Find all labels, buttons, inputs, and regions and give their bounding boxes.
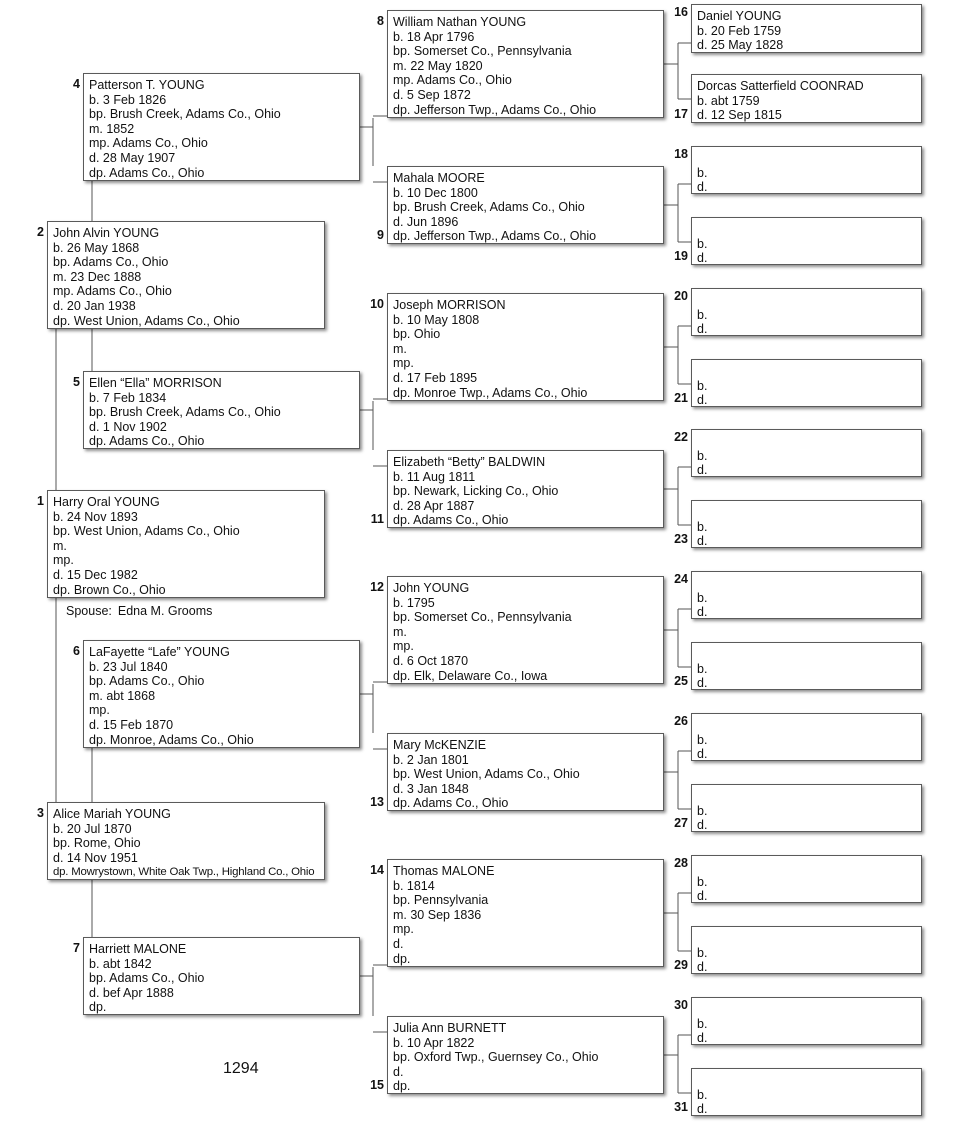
person-name	[697, 434, 917, 449]
person-box-12	[387, 576, 664, 684]
person-detail: m. 22 May 1820	[393, 58, 483, 73]
person-box-26	[691, 713, 922, 761]
person-detail: b.	[697, 378, 708, 393]
ahnentafel-number: 29	[674, 958, 688, 972]
person-detail: d.	[697, 605, 708, 620]
person-name: Julia Ann BURNETT	[393, 1021, 507, 1035]
person-detail: b. 10 May 1808	[393, 312, 480, 327]
person-name: Elizabeth “Betty” BALDWIN	[393, 455, 546, 469]
person-box-20	[691, 288, 922, 336]
spouse-note	[66, 604, 212, 618]
ahnentafel-number: 3	[37, 806, 44, 820]
person-name: John Alvin YOUNG	[53, 226, 160, 240]
person-detail: d.	[393, 1064, 404, 1079]
ahnentafel-number: 1	[37, 494, 44, 508]
person-detail: b. abt 1759	[697, 93, 760, 108]
person-detail: b. 3 Feb 1826	[89, 92, 167, 107]
person-name: Harry Oral YOUNG	[53, 495, 160, 509]
ahnentafel-number: 17	[674, 107, 688, 121]
person-detail: d.	[697, 818, 708, 833]
person-name: Harriett MALONE	[89, 942, 187, 956]
person-detail: bp. Brush Creek, Adams Co., Ohio	[89, 107, 281, 122]
person-detail: b. 2 Jan 1801	[393, 752, 469, 767]
person-name: Patterson T. YOUNG	[89, 78, 205, 92]
person-detail: m.	[393, 341, 407, 356]
person-detail: d. 6 Oct 1870	[393, 653, 469, 668]
person-detail: d.	[697, 180, 708, 195]
person-detail: mp.	[53, 553, 74, 568]
person-detail: bp. Adams Co., Ohio	[53, 255, 169, 270]
person-name: John YOUNG	[393, 581, 470, 595]
person-detail: d. 25 May 1828	[697, 38, 784, 53]
person-detail: mp.	[393, 639, 414, 654]
person-detail: bp. Brush Creek, Adams Co., Ohio	[393, 200, 585, 215]
person-detail: d.	[697, 251, 708, 266]
person-detail: b. 10 Apr 1822	[393, 1035, 475, 1050]
person-detail: d.	[697, 463, 708, 478]
ahnentafel-number: 31	[674, 1100, 688, 1114]
person-box-30	[691, 997, 922, 1045]
person-box-25	[691, 642, 922, 690]
ahnentafel-number: 24	[674, 572, 688, 586]
person-detail: d. 28 May 1907	[89, 150, 176, 165]
ahnentafel-number: 28	[674, 856, 688, 870]
ahnentafel-number: 19	[674, 249, 688, 263]
ahnentafel-number: 11	[370, 512, 384, 526]
person-detail: mp. Adams Co., Ohio	[89, 136, 208, 151]
ahnentafel-number: 30	[674, 998, 688, 1012]
person-box-1	[47, 490, 325, 598]
person-detail: bp. Somerset Co., Pennsylvania	[393, 610, 572, 625]
person-name	[697, 364, 917, 379]
ahnentafel-number: 22	[674, 430, 688, 444]
person-detail: b. 11 Aug 1811	[393, 469, 476, 484]
person-detail: mp. Adams Co., Ohio	[53, 284, 172, 299]
spouse-name: Edna M. Grooms	[117, 604, 213, 618]
person-detail: d. 20 Jan 1938	[53, 298, 136, 313]
person-detail: b.	[697, 519, 708, 534]
person-detail: m.	[53, 538, 67, 553]
person-detail: b.	[697, 590, 708, 605]
person-detail: d. 15 Dec 1982	[53, 567, 138, 582]
spouse-label: Spouse:	[66, 604, 112, 618]
ahnentafel-number: 23	[674, 532, 688, 546]
person-detail: dp.	[393, 951, 411, 966]
person-box-4	[83, 73, 360, 181]
person-detail: d. 3 Jan 1848	[393, 781, 469, 796]
person-name: Joseph MORRISON	[393, 298, 506, 312]
ahnentafel-number: 20	[674, 289, 688, 303]
person-detail: bp. Newark, Licking Co., Ohio	[393, 484, 559, 499]
person-name: Alice Mariah YOUNG	[53, 807, 171, 821]
ahnentafel-number: 26	[674, 714, 688, 728]
person-box-2	[47, 221, 325, 329]
person-detail: d. 12 Sep 1815	[697, 108, 782, 123]
person-detail: d.	[697, 889, 708, 904]
person-box-6	[83, 640, 360, 748]
person-name	[697, 789, 917, 804]
person-box-15	[387, 1016, 664, 1094]
person-detail: b.	[697, 874, 708, 889]
person-detail: d.	[697, 1102, 708, 1117]
person-box-14	[387, 859, 664, 967]
person-detail: mp. Adams Co., Ohio	[393, 73, 512, 88]
person-detail: b. 23 Jul 1840	[89, 659, 168, 674]
person-detail: d. Jun 1896	[393, 214, 459, 229]
ahnentafel-number: 15	[370, 1078, 384, 1092]
ahnentafel-number: 25	[674, 674, 688, 688]
person-detail: d.	[697, 1031, 708, 1046]
person-box-8	[387, 10, 664, 118]
person-box-7	[83, 937, 360, 1015]
person-detail: bp. Adams Co., Ohio	[89, 674, 205, 689]
person-detail: d.	[697, 322, 708, 337]
person-detail: m. abt 1868	[89, 688, 156, 703]
ahnentafel-number: 16	[674, 5, 688, 19]
person-detail: m. 23 Dec 1888	[53, 269, 142, 284]
person-box-17	[691, 74, 922, 123]
ahnentafel-number: 7	[73, 941, 80, 955]
person-detail: b. 10 Dec 1800	[393, 185, 478, 200]
person-name	[697, 718, 917, 733]
person-box-24	[691, 571, 922, 619]
person-detail: d.	[697, 960, 708, 975]
person-detail: b.	[697, 945, 708, 960]
person-detail: d.	[393, 936, 404, 951]
person-detail: bp. West Union, Adams Co., Ohio	[393, 767, 580, 782]
person-name: LaFayette “Lafe” YOUNG	[89, 645, 230, 659]
person-detail: d.	[697, 534, 708, 549]
person-detail: b. 24 Nov 1893	[53, 509, 138, 524]
ahnentafel-number: 27	[674, 816, 688, 830]
person-name	[697, 1073, 917, 1088]
person-detail: d. 5 Sep 1872	[393, 87, 471, 102]
ahnentafel-number: 2	[37, 225, 44, 239]
person-detail: m.	[393, 624, 407, 639]
person-name: Mahala MOORE	[393, 171, 485, 185]
ahnentafel-number: 14	[370, 863, 384, 877]
person-detail: dp.	[89, 1000, 107, 1015]
ahnentafel-number: 18	[674, 147, 688, 161]
person-detail: dp. West Union, Adams Co., Ohio	[53, 313, 240, 328]
person-box-22	[691, 429, 922, 477]
person-box-28	[691, 855, 922, 903]
ahnentafel-number: 8	[377, 14, 384, 28]
ahnentafel-number: 13	[370, 795, 384, 809]
person-name: Thomas MALONE	[393, 864, 495, 878]
person-detail: b. 20 Jul 1870	[53, 821, 132, 836]
person-detail: d. 17 Feb 1895	[393, 370, 478, 385]
ahnentafel-number: 12	[370, 580, 384, 594]
person-detail: d. 28 Apr 1887	[393, 498, 475, 513]
person-detail: d.	[697, 676, 708, 691]
person-detail: b.	[697, 236, 708, 251]
person-detail: bp. Somerset Co., Pennsylvania	[393, 44, 572, 59]
person-detail: m. 30 Sep 1836	[393, 907, 482, 922]
person-detail: mp.	[393, 922, 414, 937]
person-box-31	[691, 1068, 922, 1116]
person-name: Mary McKENZIE	[393, 738, 487, 752]
ahnentafel-number: 10	[370, 297, 384, 311]
person-detail: b.	[697, 803, 708, 818]
person-detail: b. 18 Apr 1796	[393, 29, 475, 44]
person-name	[697, 222, 917, 237]
person-name	[697, 293, 917, 308]
ahnentafel-number: 6	[73, 644, 80, 658]
person-detail: dp. Jefferson Twp., Adams Co., Ohio	[393, 102, 597, 117]
person-detail: bp. Oxford Twp., Guernsey Co., Ohio	[393, 1050, 599, 1065]
person-detail: b.	[697, 1087, 708, 1102]
person-detail: b. 1795	[393, 595, 435, 610]
person-detail: dp. Adams Co., Ohio	[89, 165, 205, 180]
person-detail: b.	[697, 448, 708, 463]
person-name	[697, 647, 917, 662]
person-detail: b. 26 May 1868	[53, 240, 140, 255]
person-name	[697, 505, 917, 520]
person-detail: b. 20 Feb 1759	[697, 23, 782, 38]
person-name	[697, 931, 917, 946]
person-box-21	[691, 359, 922, 407]
person-detail: bp. Rome, Ohio	[53, 836, 141, 851]
person-name: Ellen “Ella” MORRISON	[89, 376, 222, 390]
person-detail: b.	[697, 661, 708, 676]
person-detail: d. bef Apr 1888	[89, 985, 174, 1000]
person-box-19	[691, 217, 922, 265]
person-name	[697, 1002, 917, 1017]
person-detail: b. 7 Feb 1834	[89, 390, 167, 405]
person-detail: dp. Adams Co., Ohio	[89, 434, 205, 449]
person-detail: b.	[697, 165, 708, 180]
person-detail: b.	[697, 307, 708, 322]
person-box-3	[47, 802, 325, 880]
person-box-9	[387, 166, 664, 244]
person-box-23	[691, 500, 922, 548]
person-name: William Nathan YOUNG	[393, 15, 527, 29]
person-detail: m. 1852	[89, 121, 135, 136]
person-box-5	[83, 371, 360, 449]
ahnentafel-number: 9	[377, 228, 384, 242]
person-detail: bp. Pennsylvania	[393, 893, 489, 908]
person-detail: d. 14 Nov 1951	[53, 850, 138, 865]
person-detail: dp.	[393, 1079, 411, 1094]
person-detail: b.	[697, 732, 708, 747]
person-detail: d. 15 Feb 1870	[89, 717, 174, 732]
person-box-29	[691, 926, 922, 974]
person-box-27	[691, 784, 922, 832]
person-detail: dp. Jefferson Twp., Adams Co., Ohio	[393, 229, 597, 244]
person-detail: dp. Adams Co., Ohio	[393, 513, 509, 528]
person-detail: dp. Monroe Twp., Adams Co., Ohio	[393, 385, 588, 400]
person-detail: b. 1814	[393, 878, 435, 893]
person-box-13	[387, 733, 664, 811]
person-detail: dp. Brown Co., Ohio	[53, 582, 166, 597]
person-detail: b.	[697, 1016, 708, 1031]
page-number: 1294	[223, 1060, 259, 1077]
person-detail: d.	[697, 393, 708, 408]
ahnentafel-number: 5	[73, 375, 80, 389]
ahnentafel-number: 21	[674, 391, 688, 405]
person-detail: bp. Brush Creek, Adams Co., Ohio	[89, 405, 281, 420]
person-name: Dorcas Satterfield COONRAD	[697, 79, 864, 93]
person-detail: dp. Monroe, Adams Co., Ohio	[89, 732, 254, 747]
person-detail: bp. West Union, Adams Co., Ohio	[53, 524, 240, 539]
person-name	[697, 576, 917, 591]
person-detail: bp. Ohio	[393, 327, 441, 342]
person-box-10	[387, 293, 664, 401]
person-box-16	[691, 4, 922, 53]
ahnentafel-number: 4	[73, 77, 80, 91]
person-detail: dp. Adams Co., Ohio	[393, 796, 509, 811]
person-detail: mp.	[393, 356, 414, 371]
person-detail: mp.	[89, 703, 110, 718]
person-name: Daniel YOUNG	[697, 9, 782, 23]
person-detail: b. abt 1842	[89, 956, 152, 971]
person-name	[697, 151, 917, 166]
person-box-18	[691, 146, 922, 194]
person-detail: d. 1 Nov 1902	[89, 419, 167, 434]
person-detail: dp. Mowrystown, White Oak Twp., Highland Co., Ohio	[53, 866, 315, 879]
person-box-11	[387, 450, 664, 528]
person-detail: bp. Adams Co., Ohio	[89, 971, 205, 986]
person-name	[697, 860, 917, 875]
person-detail: dp. Elk, Delaware Co., Iowa	[393, 668, 548, 683]
person-detail: d.	[697, 747, 708, 762]
